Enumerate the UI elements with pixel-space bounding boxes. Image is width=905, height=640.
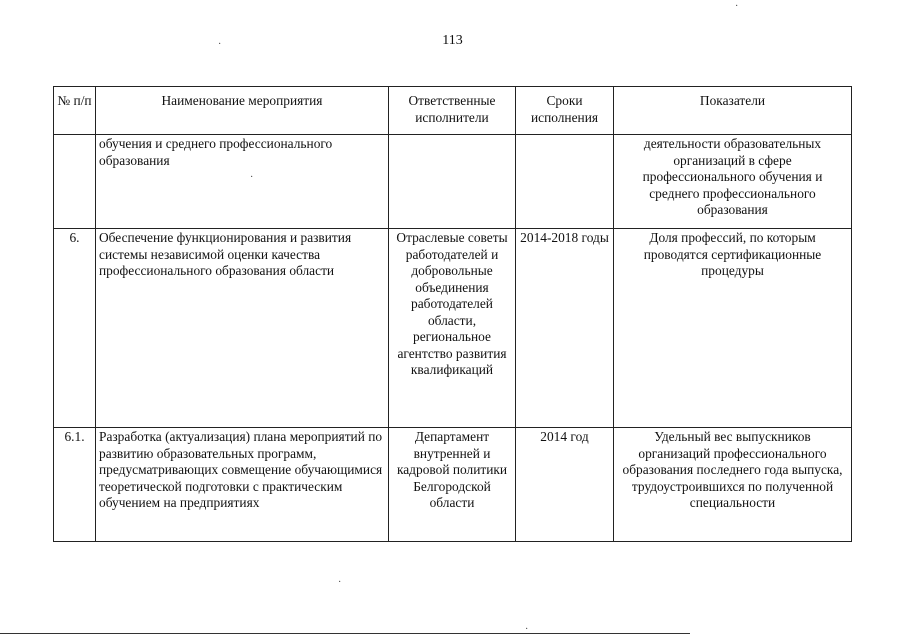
scan-speck: · [218, 39, 222, 50]
scan-speck: · [338, 577, 342, 588]
page-number: 113 [442, 33, 463, 48]
header-executors: Ответственные исполнители [389, 87, 516, 135]
row-deadline: 2014 год [516, 428, 614, 542]
row-activity-name: Обеспечение функционирования и развития системы независимой оценки качества профессионального образования области [96, 229, 389, 428]
row-indicator: деятельности образовательных организаций в сфере профессионального обучения и среднего профессионального образования [614, 135, 852, 229]
header-activity-name: Наименование мероприятия [96, 87, 389, 135]
row-number [54, 135, 96, 229]
table-row [54, 135, 852, 229]
row-executors: Департамент внутренней и кадровой политики Белгородской области [389, 428, 516, 542]
table-row [54, 229, 852, 428]
row-indicator: Удельный вес выпускников организаций профессионального образования последнего года выпуска, трудоустроившихся по полученной специальности [614, 428, 852, 542]
table-row [54, 428, 852, 542]
table-header-row [54, 87, 852, 135]
header-indicators: Показатели [614, 87, 852, 135]
row-deadline: 2014-2018 годы [516, 229, 614, 428]
scan-speck: · [250, 172, 254, 183]
row-executors [389, 135, 516, 229]
row-indicator: Доля профессий, по которым проводятся сертификационные процедуры [614, 229, 852, 428]
row-executors: Отраслевые советы работодателей и добровольные объединения работодателей области, региональное агентство развития квалификаций [389, 229, 516, 428]
page-bottom-rule [0, 633, 690, 634]
row-activity-name: обучения и среднего профессионального образования [96, 135, 389, 229]
row-deadline [516, 135, 614, 229]
scan-speck: · [735, 1, 739, 12]
activities-table [53, 86, 852, 542]
row-activity-name: Разработка (актуализация) плана мероприятий по развитию образовательных программ, предусматривающих совмещение обучающимися теоретической подготовки с практическим обучением на предприятиях [96, 428, 389, 542]
row-number: 6.1. [54, 428, 96, 542]
row-number: 6. [54, 229, 96, 428]
header-deadline: Сроки исполнения [516, 87, 614, 135]
scan-speck: · [525, 624, 529, 635]
header-number: № п/п [54, 87, 96, 135]
